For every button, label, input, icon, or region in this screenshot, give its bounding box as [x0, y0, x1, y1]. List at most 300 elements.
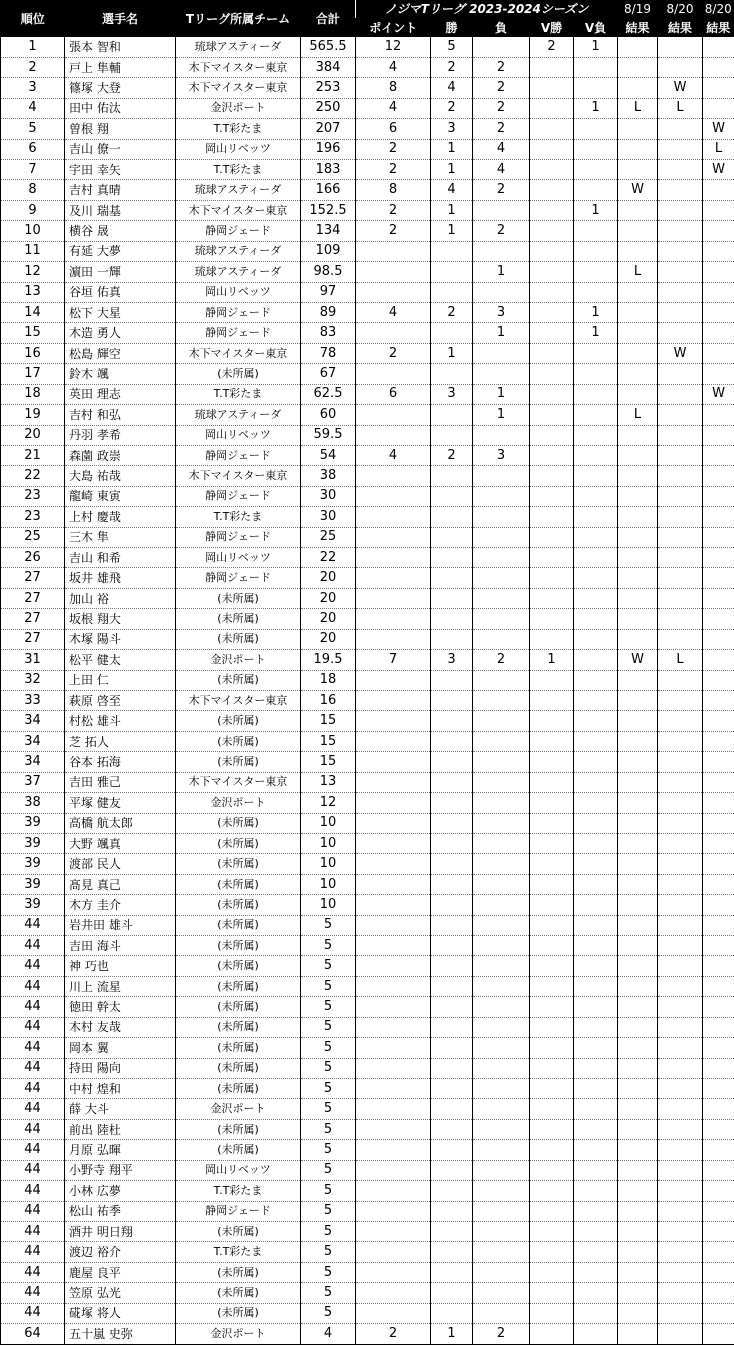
- v-wins-cell: [530, 1201, 574, 1221]
- team-cell: 静岡ジェード: [176, 221, 301, 241]
- losses-cell: [473, 200, 530, 220]
- team-cell: (未所属): [176, 588, 301, 608]
- rank-cell: 39: [1, 895, 65, 915]
- result-1-cell: [618, 527, 658, 547]
- result-3-cell: [703, 405, 734, 425]
- result-2-cell: [658, 936, 703, 956]
- points-cell: 8: [356, 78, 431, 98]
- result-3-cell: [703, 527, 734, 547]
- table-row: [1, 772, 734, 792]
- total-cell: 5: [301, 1038, 356, 1058]
- header-row-top: [1, 0, 734, 18]
- table-row: [1, 384, 734, 404]
- points-cell: [356, 1017, 431, 1037]
- rank-cell: 10: [1, 221, 65, 241]
- v-losses-cell: [574, 670, 618, 690]
- wins-cell: [431, 793, 473, 813]
- result-2-cell: [658, 976, 703, 996]
- table-row: [1, 302, 734, 322]
- player-name-cell: 渡部 民人: [65, 854, 176, 874]
- total-cell: 97: [301, 282, 356, 302]
- player-name-cell: 横谷 晟: [65, 221, 176, 241]
- v-wins-cell: [530, 139, 574, 159]
- result-1-cell: [618, 119, 658, 139]
- v-losses-cell: [574, 568, 618, 588]
- rank-cell: 5: [1, 119, 65, 139]
- wins-cell: [431, 670, 473, 690]
- player-name-cell: 吉山 和希: [65, 548, 176, 568]
- result-1-cell: [618, 1201, 658, 1221]
- team-cell: (未所属): [176, 364, 301, 384]
- v-losses-cell: [574, 1283, 618, 1303]
- v-wins-cell: [530, 78, 574, 98]
- team-cell: 木下マイスター東京: [176, 57, 301, 77]
- player-name-cell: 持田 陽向: [65, 1058, 176, 1078]
- points-cell: [356, 629, 431, 649]
- v-wins-cell: [530, 997, 574, 1017]
- wins-cell: [431, 323, 473, 343]
- player-name-cell: 英田 理志: [65, 384, 176, 404]
- losses-cell: [473, 282, 530, 302]
- v-losses-cell: [574, 588, 618, 608]
- team-cell: 金沢ポート: [176, 650, 301, 670]
- rank-cell: 14: [1, 302, 65, 322]
- rank-cell: 18: [1, 384, 65, 404]
- total-cell: 152.5: [301, 200, 356, 220]
- total-cell: 5: [301, 1017, 356, 1037]
- result-2-cell: [658, 1058, 703, 1078]
- rank-cell: 44: [1, 1242, 65, 1262]
- header-season: ノジマTリーグ 2023-2024シーズン: [356, 0, 618, 18]
- result-3-cell: W: [703, 119, 734, 139]
- v-losses-cell: [574, 384, 618, 404]
- result-1-cell: [618, 895, 658, 915]
- result-2-cell: [658, 466, 703, 486]
- points-cell: [356, 752, 431, 772]
- v-wins-cell: [530, 1242, 574, 1262]
- result-1-cell: [618, 343, 658, 363]
- losses-cell: [473, 833, 530, 853]
- v-wins-cell: [530, 1038, 574, 1058]
- player-name-cell: 硴塚 将人: [65, 1303, 176, 1323]
- v-losses-cell: [574, 1181, 618, 1201]
- wins-cell: 1: [431, 200, 473, 220]
- result-1-cell: W: [618, 650, 658, 670]
- result-3-cell: [703, 425, 734, 445]
- team-cell: (未所属): [176, 731, 301, 751]
- result-1-cell: L: [618, 262, 658, 282]
- total-cell: 10: [301, 854, 356, 874]
- v-wins-cell: [530, 772, 574, 792]
- team-cell: T.T彩たま: [176, 384, 301, 404]
- wins-cell: 4: [431, 180, 473, 200]
- losses-cell: [473, 343, 530, 363]
- result-1-cell: [618, 1324, 658, 1344]
- wins-cell: 1: [431, 343, 473, 363]
- v-wins-cell: [530, 241, 574, 261]
- player-name-cell: 岡本 翼: [65, 1038, 176, 1058]
- player-name-cell: 森薗 政崇: [65, 445, 176, 465]
- total-cell: 166: [301, 180, 356, 200]
- result-2-cell: [658, 772, 703, 792]
- player-name-cell: 松下 大星: [65, 302, 176, 322]
- points-cell: [356, 527, 431, 547]
- v-losses-cell: [574, 833, 618, 853]
- total-cell: 20: [301, 588, 356, 608]
- result-3-cell: [703, 323, 734, 343]
- result-2-cell: [658, 691, 703, 711]
- team-cell: (未所属): [176, 1140, 301, 1160]
- header-result-2: 結果: [658, 18, 703, 37]
- v-losses-cell: [574, 486, 618, 506]
- wins-cell: [431, 405, 473, 425]
- result-3-cell: [703, 833, 734, 853]
- v-losses-cell: 1: [574, 200, 618, 220]
- player-name-cell: 谷本 拓海: [65, 752, 176, 772]
- total-cell: 62.5: [301, 384, 356, 404]
- player-name-cell: 有延 大夢: [65, 241, 176, 261]
- v-losses-cell: [574, 895, 618, 915]
- table-row: [1, 1119, 734, 1139]
- table-row: [1, 1283, 734, 1303]
- result-1-cell: [618, 1119, 658, 1139]
- v-wins-cell: [530, 1262, 574, 1282]
- result-3-cell: [703, 98, 734, 118]
- table-row: [1, 37, 734, 57]
- wins-cell: [431, 548, 473, 568]
- points-cell: [356, 793, 431, 813]
- result-3-cell: [703, 1242, 734, 1262]
- result-1-cell: [618, 711, 658, 731]
- v-losses-cell: [574, 1303, 618, 1323]
- wins-cell: [431, 1221, 473, 1241]
- result-2-cell: [658, 384, 703, 404]
- player-name-cell: 吉村 真晴: [65, 180, 176, 200]
- result-3-cell: [703, 200, 734, 220]
- points-cell: 4: [356, 98, 431, 118]
- player-name-cell: 宇田 幸矢: [65, 160, 176, 180]
- v-wins-cell: [530, 221, 574, 241]
- total-cell: 5: [301, 1181, 356, 1201]
- result-3-cell: [703, 752, 734, 772]
- total-cell: 5: [301, 1119, 356, 1139]
- result-3-cell: [703, 854, 734, 874]
- points-cell: 6: [356, 384, 431, 404]
- result-3-cell: [703, 711, 734, 731]
- player-name-cell: 五十嵐 史弥: [65, 1324, 176, 1344]
- losses-cell: [473, 1221, 530, 1241]
- total-cell: 60: [301, 405, 356, 425]
- v-wins-cell: [530, 364, 574, 384]
- rank-cell: 21: [1, 445, 65, 465]
- wins-cell: [431, 588, 473, 608]
- player-name-cell: 加山 裕: [65, 588, 176, 608]
- losses-cell: [473, 956, 530, 976]
- points-cell: [356, 1058, 431, 1078]
- result-1-cell: [618, 1099, 658, 1119]
- points-cell: [356, 1140, 431, 1160]
- points-cell: 12: [356, 37, 431, 57]
- v-wins-cell: [530, 731, 574, 751]
- result-3-cell: L: [703, 139, 734, 159]
- table-row: [1, 936, 734, 956]
- losses-cell: [473, 731, 530, 751]
- result-1-cell: [618, 793, 658, 813]
- rank-cell: 23: [1, 486, 65, 506]
- table-row: [1, 507, 734, 527]
- v-losses-cell: [574, 915, 618, 935]
- points-cell: [356, 1201, 431, 1221]
- rank-cell: 33: [1, 691, 65, 711]
- wins-cell: [431, 854, 473, 874]
- player-name-cell: 吉村 和弘: [65, 405, 176, 425]
- v-wins-cell: [530, 262, 574, 282]
- table-row: [1, 1160, 734, 1180]
- v-losses-cell: [574, 752, 618, 772]
- result-2-cell: [658, 1201, 703, 1221]
- losses-cell: [473, 527, 530, 547]
- player-name-cell: 吉田 海斗: [65, 936, 176, 956]
- wins-cell: 2: [431, 445, 473, 465]
- total-cell: 5: [301, 1242, 356, 1262]
- losses-cell: [473, 507, 530, 527]
- rank-cell: 12: [1, 262, 65, 282]
- team-cell: 金沢ポート: [176, 1099, 301, 1119]
- table-row: [1, 200, 734, 220]
- result-3-cell: [703, 466, 734, 486]
- player-name-cell: 芝 拓人: [65, 731, 176, 751]
- team-cell: 岡山リベッツ: [176, 282, 301, 302]
- total-cell: 384: [301, 57, 356, 77]
- v-losses-cell: [574, 1079, 618, 1099]
- losses-cell: 4: [473, 160, 530, 180]
- rank-cell: 44: [1, 976, 65, 996]
- points-cell: [356, 1160, 431, 1180]
- total-cell: 10: [301, 874, 356, 894]
- rank-cell: 17: [1, 364, 65, 384]
- result-2-cell: [658, 915, 703, 935]
- v-wins-cell: [530, 548, 574, 568]
- header-team: Tリーグ所属チーム: [176, 0, 301, 37]
- losses-cell: [473, 1079, 530, 1099]
- rank-cell: 38: [1, 793, 65, 813]
- points-cell: 2: [356, 1324, 431, 1344]
- table-row: [1, 425, 734, 445]
- table-row: [1, 343, 734, 363]
- table-row: [1, 629, 734, 649]
- total-cell: 5: [301, 1262, 356, 1282]
- team-cell: 岡山リベッツ: [176, 1160, 301, 1180]
- table-row: [1, 793, 734, 813]
- result-3-cell: [703, 976, 734, 996]
- wins-cell: 1: [431, 139, 473, 159]
- total-cell: 183: [301, 160, 356, 180]
- v-losses-cell: [574, 1160, 618, 1180]
- losses-cell: [473, 1283, 530, 1303]
- total-cell: 12: [301, 793, 356, 813]
- player-name-cell: 木塚 陽斗: [65, 629, 176, 649]
- wins-cell: 5: [431, 37, 473, 57]
- total-cell: 98.5: [301, 262, 356, 282]
- team-cell: 木下マイスター東京: [176, 466, 301, 486]
- result-1-cell: [618, 139, 658, 159]
- v-wins-cell: [530, 629, 574, 649]
- wins-cell: [431, 609, 473, 629]
- result-2-cell: [658, 752, 703, 772]
- v-losses-cell: [574, 956, 618, 976]
- v-wins-cell: [530, 1303, 574, 1323]
- team-cell: (未所属): [176, 813, 301, 833]
- wins-cell: [431, 1242, 473, 1262]
- table-row: [1, 691, 734, 711]
- result-3-cell: [703, 302, 734, 322]
- result-3-cell: [703, 1160, 734, 1180]
- result-1-cell: [618, 1140, 658, 1160]
- result-3-cell: [703, 507, 734, 527]
- losses-cell: [473, 1201, 530, 1221]
- losses-cell: [473, 588, 530, 608]
- player-name-cell: 平塚 健友: [65, 793, 176, 813]
- rank-cell: 4: [1, 98, 65, 118]
- team-cell: 岡山リベッツ: [176, 425, 301, 445]
- result-3-cell: [703, 772, 734, 792]
- result-2-cell: [658, 180, 703, 200]
- result-1-cell: [618, 752, 658, 772]
- wins-cell: [431, 1201, 473, 1221]
- player-name-cell: 及川 瑞基: [65, 200, 176, 220]
- v-losses-cell: [574, 548, 618, 568]
- table-row: [1, 1079, 734, 1099]
- player-name-cell: 渡辺 裕介: [65, 1242, 176, 1262]
- result-1-cell: [618, 588, 658, 608]
- result-1-cell: [618, 282, 658, 302]
- v-wins-cell: [530, 445, 574, 465]
- table-row: [1, 1242, 734, 1262]
- team-cell: (未所属): [176, 1221, 301, 1241]
- points-cell: [356, 691, 431, 711]
- losses-cell: 1: [473, 323, 530, 343]
- points-cell: [356, 711, 431, 731]
- total-cell: 10: [301, 895, 356, 915]
- result-1-cell: [618, 1303, 658, 1323]
- total-cell: 16: [301, 691, 356, 711]
- points-cell: [356, 1262, 431, 1282]
- v-wins-cell: [530, 180, 574, 200]
- v-losses-cell: 1: [574, 37, 618, 57]
- wins-cell: 3: [431, 650, 473, 670]
- rank-cell: 39: [1, 874, 65, 894]
- total-cell: 59.5: [301, 425, 356, 445]
- table-row: [1, 119, 734, 139]
- table-row: [1, 262, 734, 282]
- points-cell: 2: [356, 160, 431, 180]
- rank-cell: 39: [1, 854, 65, 874]
- result-2-cell: [658, 364, 703, 384]
- result-1-cell: [618, 813, 658, 833]
- losses-cell: 1: [473, 405, 530, 425]
- v-losses-cell: [574, 1119, 618, 1139]
- points-cell: [356, 282, 431, 302]
- result-2-cell: [658, 323, 703, 343]
- total-cell: 5: [301, 936, 356, 956]
- header-points: ポイント: [356, 18, 431, 37]
- losses-cell: [473, 1262, 530, 1282]
- result-1-cell: [618, 364, 658, 384]
- points-cell: [356, 1038, 431, 1058]
- rank-cell: 20: [1, 425, 65, 445]
- player-name-cell: 高橋 航太郎: [65, 813, 176, 833]
- rank-cell: 34: [1, 731, 65, 751]
- result-3-cell: [703, 670, 734, 690]
- rank-cell: 6: [1, 139, 65, 159]
- v-wins-cell: [530, 200, 574, 220]
- header-result-3: 結果: [703, 18, 734, 37]
- wins-cell: [431, 691, 473, 711]
- result-1-cell: [618, 445, 658, 465]
- table-row: [1, 57, 734, 77]
- result-2-cell: [658, 874, 703, 894]
- header-date-3: 8/20: [703, 0, 734, 18]
- v-losses-cell: [574, 1262, 618, 1282]
- v-losses-cell: [574, 772, 618, 792]
- wins-cell: [431, 997, 473, 1017]
- losses-cell: [473, 548, 530, 568]
- table-row: [1, 956, 734, 976]
- wins-cell: [431, 895, 473, 915]
- wins-cell: 2: [431, 57, 473, 77]
- header-result-1: 結果: [618, 18, 658, 37]
- result-1-cell: [618, 1221, 658, 1241]
- team-cell: 木下マイスター東京: [176, 691, 301, 711]
- result-2-cell: [658, 997, 703, 1017]
- player-name-cell: 上村 慶哉: [65, 507, 176, 527]
- result-3-cell: [703, 1221, 734, 1241]
- v-wins-cell: [530, 711, 574, 731]
- wins-cell: [431, 364, 473, 384]
- table-row: [1, 1038, 734, 1058]
- v-wins-cell: [530, 568, 574, 588]
- points-cell: [356, 588, 431, 608]
- wins-cell: [431, 1181, 473, 1201]
- wins-cell: [431, 262, 473, 282]
- team-cell: 木下マイスター東京: [176, 343, 301, 363]
- v-wins-cell: [530, 670, 574, 690]
- wins-cell: [431, 1099, 473, 1119]
- result-2-cell: [658, 895, 703, 915]
- wins-cell: 1: [431, 160, 473, 180]
- v-wins-cell: [530, 119, 574, 139]
- rank-cell: 44: [1, 915, 65, 935]
- result-3-cell: [703, 241, 734, 261]
- team-cell: 木下マイスター東京: [176, 78, 301, 98]
- wins-cell: [431, 629, 473, 649]
- rank-cell: 34: [1, 711, 65, 731]
- losses-cell: 2: [473, 1324, 530, 1344]
- team-cell: T.T彩たま: [176, 160, 301, 180]
- header-wins: 勝: [431, 18, 473, 37]
- table-row: [1, 180, 734, 200]
- result-2-cell: [658, 1160, 703, 1180]
- points-cell: 8: [356, 180, 431, 200]
- result-1-cell: [618, 976, 658, 996]
- team-cell: (未所属): [176, 874, 301, 894]
- v-losses-cell: [574, 405, 618, 425]
- losses-cell: [473, 1017, 530, 1037]
- result-3-cell: W: [703, 384, 734, 404]
- rank-cell: 44: [1, 1303, 65, 1323]
- v-wins-cell: [530, 98, 574, 118]
- wins-cell: 1: [431, 221, 473, 241]
